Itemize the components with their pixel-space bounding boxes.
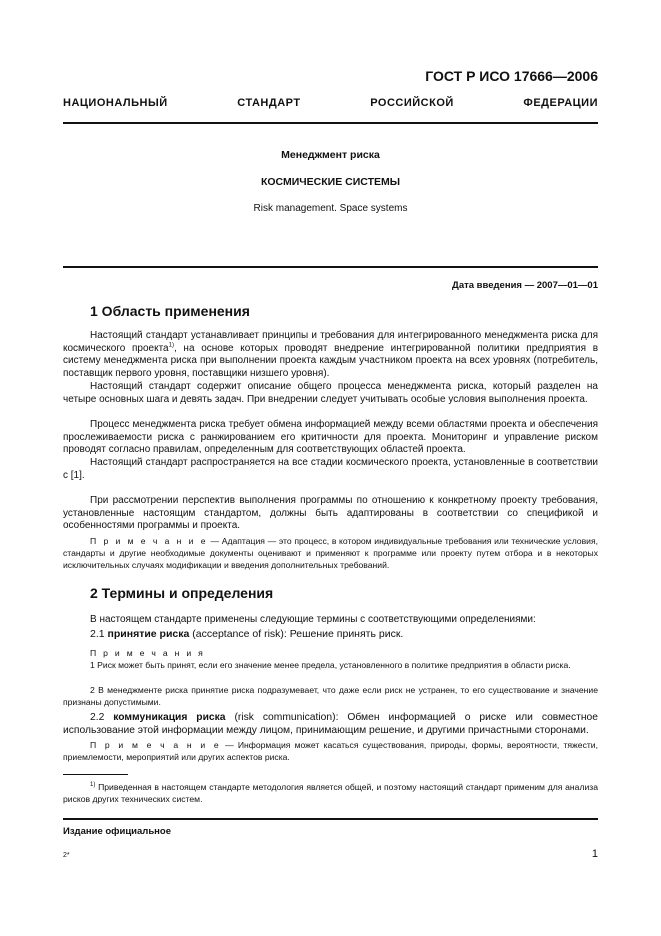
header-divider (63, 122, 598, 124)
english-title: Risk management. Space systems (253, 203, 408, 214)
term-2-1-note-2: 2 В менеджменте риска принятие риска подразумевает, что даже если риск не устранен, то его существование и значение признаны допустимыми. (63, 685, 598, 707)
term-2-1-note-1: 1 Риск может быть принят, если его значение менее предела, установленного в политике предприятия в области риска. (90, 660, 571, 670)
document-subtitle: Менеджмент риска (281, 149, 380, 161)
section-1-note: П р и м е ч а н и е — Адаптация — это процесс, в котором индивидуальные требования или технические условия, стандарты и другие необходимые документы оценивают и применяют к программе или проекту путем отбора и в некоторых исключительных случаях модификации и введения дополнительных требований. (63, 536, 598, 570)
section-2-heading: 2 Термины и определения (90, 585, 274, 601)
term-2-1: 2.1 принятие риска (acceptance of risk): Решение принять риск. (90, 628, 404, 640)
national-standard-banner: НАЦИОНАЛЬНЫЙ СТАНДАРТ РОССИЙСКОЙ ФЕДЕРАЦИИ (63, 97, 598, 109)
footer-divider (63, 818, 598, 820)
introduction-date: Дата введения — 2007—01—01 (452, 280, 598, 291)
term-2-2: 2.2 коммуникация риска (risk communication): Обмен информацией о риске или совместное использование этой информации между лицом, принимающим решение, и другими причастными сторонами. (63, 712, 598, 736)
term-2-2-note: П р и м е ч а н и е — Информация может касаться существования, природы, формы, вероятности, тяжести, приемлемости, мероприятий или других аспектов риска. (63, 740, 598, 762)
sheet-mark: 2* (63, 852, 70, 859)
section-1-paragraph-2: Настоящий стандарт содержит описание общего процесса менеджмента риска, который разделен на четыре основных шага и девять задач. При внедрении следует учитывать особые условия выполнения проекта. (63, 381, 598, 405)
section-1-paragraph-1: Настоящий стандарт устанавливает принципы и требования для интегрированного менеджмента риска для космического проекта$^{1)}$, на основе которых проводят внедрение интегрированной политики предприятия в систему менеджмента риска при выполнении проекта каждым участником проекта на всех уровнях (потребитель, поставщик первого уровня, поставщики низшего уровня). (63, 330, 599, 380)
footnote-separator (63, 774, 128, 775)
section-1-heading: 1 Область применения (90, 303, 250, 319)
section-1-paragraph-3: Процесс менеджмента риска требует обмена информацией между всеми областями проекта и обеспечения прослеживаемости риска с ранжированием его критичности для проекта. Мониторинг и управление риском проводят согласно правилам, определенным для соответствующих областей проекта. (63, 419, 598, 456)
official-edition-label: Издание официальное (63, 826, 171, 837)
page-number: 1 (591, 848, 598, 860)
section-1-paragraph-4: Настоящий стандарт распространяется на все стадии космического проекта, установленные в соответствии с [1]. (63, 457, 598, 481)
standard-code: ГОСТ Р ИСО 17666—2006 (425, 68, 598, 84)
footnote: $^{1)}$ Приведенная в настоящем стандарте методология является общей, и поэтому настоящий стандарт применим для анализа рисков других технических систем. (63, 782, 598, 804)
section-1-paragraph-5: При рассмотрении перспектив выполнения программы по отношению к конкретному проекту требования, установленные настоящим стандартом, должны быть адаптированы в соответствии со спецификой и особенностями программы и проекта. (63, 495, 598, 532)
section-2-notes-label: П р и м е ч а н и я (90, 648, 206, 658)
footnote-ref: 1) (168, 342, 174, 349)
section-2-intro: В настоящем стандарте применены следующие термины с соответствующими определениями: (90, 614, 536, 625)
document-title: КОСМИЧЕСКИЕ СИСТЕМЫ (260, 176, 401, 188)
title-divider (63, 266, 598, 268)
